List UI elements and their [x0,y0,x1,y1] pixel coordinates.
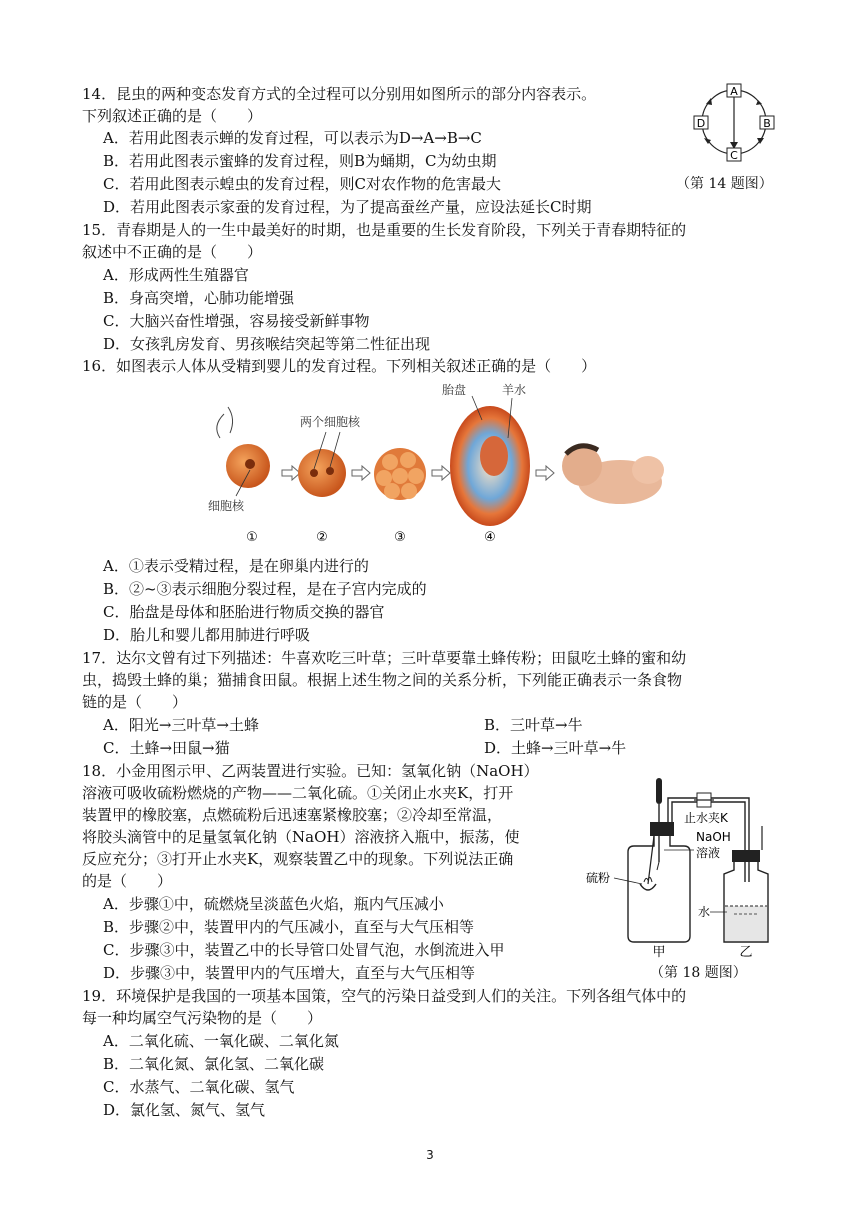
q19-stem-line2: 每一种均属空气污染物的是（ ） [82,1009,323,1027]
q19-stem-line1: 19．环境保护是我国的一项基本国策，空气的污染日益受到人们的关注。下列各组气体中的 [82,987,687,1005]
q18-option-b: B．步骤②中，装置甲内的气压减小，直至与大气压相等 [103,918,475,936]
q16-option-a: A．①表示受精过程，是在卵巢内进行的 [103,557,369,575]
q17-option-c: C．土蜂→田鼠→猫 [103,739,230,757]
arrow-icon [536,466,554,480]
q17-option-b: B．三叶草→牛 [484,716,583,734]
q14-cycle-diagram [686,80,790,166]
q14-option-a: A．若用此图表示蝉的发育过程，可以表示为D→A→B→C [103,129,482,147]
q17-option-a: A．阳光→三叶草→土蜂 [103,716,259,734]
q18-stem-line2: 溶液可吸收硫粉燃烧的产物——二氧化硫。①关闭止水夹K，打开 [82,784,514,802]
q16-option-d: D．胎儿和婴儿都用肺进行呼吸 [103,626,311,644]
q17-stem-line2: 虫，捣毁土蜂的巢；猫捕食田鼠。根据上述生物之间的关系分析，下列能正确表示一条食物 [82,671,683,689]
q14-node-b: B [763,117,771,130]
arrow-icon [282,466,300,480]
q18-apparatus-diagram [584,766,784,958]
q18-stem-line5: 反应充分；③打开止水夹K，观察装置乙中的现象。下列说法正确 [82,850,514,868]
label-clamp-k: 止水夹K [684,811,728,825]
q18-stem-line3: 装置甲的橡胶塞，点燃硫粉后迅速塞紧橡胶塞；②冷却至常温， [82,806,503,824]
q15-option-c: C．大脑兴奋性增强，容易接受新鲜事物 [103,312,370,330]
step-4-label: ④ [484,530,496,545]
dropper-bulb [656,778,662,804]
q14-stem-line2: 下列叙述正确的是（ ） [82,107,263,125]
q15-option-b: B．身高突增，心肺功能增强 [103,289,295,307]
label-sulfur: 硫粉 [586,871,611,885]
q18-caption: （第 18 题图） [650,965,747,981]
q14-option-c: C．若用此图表示蝗虫的发育过程，则C对农作物的危害最大 [103,175,501,193]
label-amniotic-fluid: 羊水 [502,383,527,397]
q18-stem-line6: 的是（ ） [82,872,173,890]
two-cell-image [298,449,346,497]
step-1-label: ① [246,530,258,545]
label-yi: 乙 [739,945,753,958]
q14-node-c: C [730,149,738,162]
q19-option-d: D．氯化氢、氮气、氢气 [103,1101,266,1119]
q15-stem-line1: 15．青春期是人的一生中最美好的时期，也是重要的生长发育阶段，下列关于青春期特征的 [82,221,687,239]
step-3-label: ③ [394,530,406,545]
q15-option-d: D．女孩乳房发育、男孩喉结突起等第二性征出现 [103,335,431,353]
q14-caption: （第 14 题图） [676,176,773,192]
multi-cell-image [374,448,426,500]
label-two-nuclei: 两个细胞核 [300,415,361,429]
q14-stem-line1: 14．昆虫的两种变态发育方式的全过程可以分别用如图所示的部分内容表示。 [82,85,597,103]
step-2-label: ② [316,530,328,545]
arrow-icon [352,466,370,480]
q15-stem-line2: 叙述中不正确的是（ ） [82,243,263,261]
label-water: 水 [698,905,711,919]
q18-stem-line1: 18．小金用图示甲、乙两装置进行实验。已知：氢氧化钠（NaOH） [82,762,539,780]
q19-option-c: C．水蒸气、二氧化碳、氢气 [103,1078,295,1096]
clamp-k-icon [694,793,714,807]
label-naoh: NaOH [696,830,731,844]
label-nucleus: 细胞核 [208,499,245,513]
q19-option-a: A．二氧化硫、一氧化碳、二氧化氮 [103,1032,339,1050]
q14-option-d: D．若用此图表示家蚕的发育过程，为了提高蚕丝产量，应设法延长C时期 [103,198,592,216]
q18-option-a: A．步骤①中，硫燃烧呈淡蓝色火焰，瓶内气压减小 [103,895,444,913]
q18-option-d: D．步骤③中，装置甲内的气压增大，直至与大气压相等 [103,964,476,982]
q17-stem-line3: 链的是（ ） [82,693,188,711]
rubber-stopper [650,822,674,836]
q18-stem-line4: 将胶头滴管中的足量氢氧化钠（NaOH）溶液挤入瓶中，振荡，使 [82,828,520,846]
q16-option-c: C．胎盘是母体和胚胎进行物质交换的器官 [103,603,385,621]
q14-node-d: D [696,117,706,130]
q16-stem: 16．如图表示人体从受精到婴儿的发育过程。下列相关叙述正确的是（ ） [82,357,597,375]
q14-node-a: A [730,85,738,98]
label-solution: 溶液 [696,846,721,860]
page-number: 3 [426,1148,434,1162]
q16-development-diagram [200,378,670,548]
q19-option-b: B．二氧化氮、氯化氢、二氧化碳 [103,1055,325,1073]
q18-option-c: C．步骤③中，装置乙中的长导管口处冒气泡，水倒流进入甲 [103,941,505,959]
label-jia: 甲 [652,945,666,958]
baby-image [562,446,664,504]
label-placenta: 胎盘 [442,383,467,397]
q14-option-b: B．若用此图表示蜜蜂的发育过程，则B为蛹期，C为幼虫期 [103,152,497,170]
q16-option-b: B．②~③表示细胞分裂过程，是在子宫内完成的 [103,580,427,598]
q17-stem-line1: 17．达尔文曾有过下列描述：牛喜欢吃三叶草；三叶草要靠土蜂传粉；田鼠吃土蜂的蜜和幼 [82,649,687,667]
q15-option-a: A．形成两性生殖器官 [103,266,249,284]
arrow-icon [432,466,450,480]
q17-option-d: D．土蜂→三叶草→牛 [484,739,627,757]
